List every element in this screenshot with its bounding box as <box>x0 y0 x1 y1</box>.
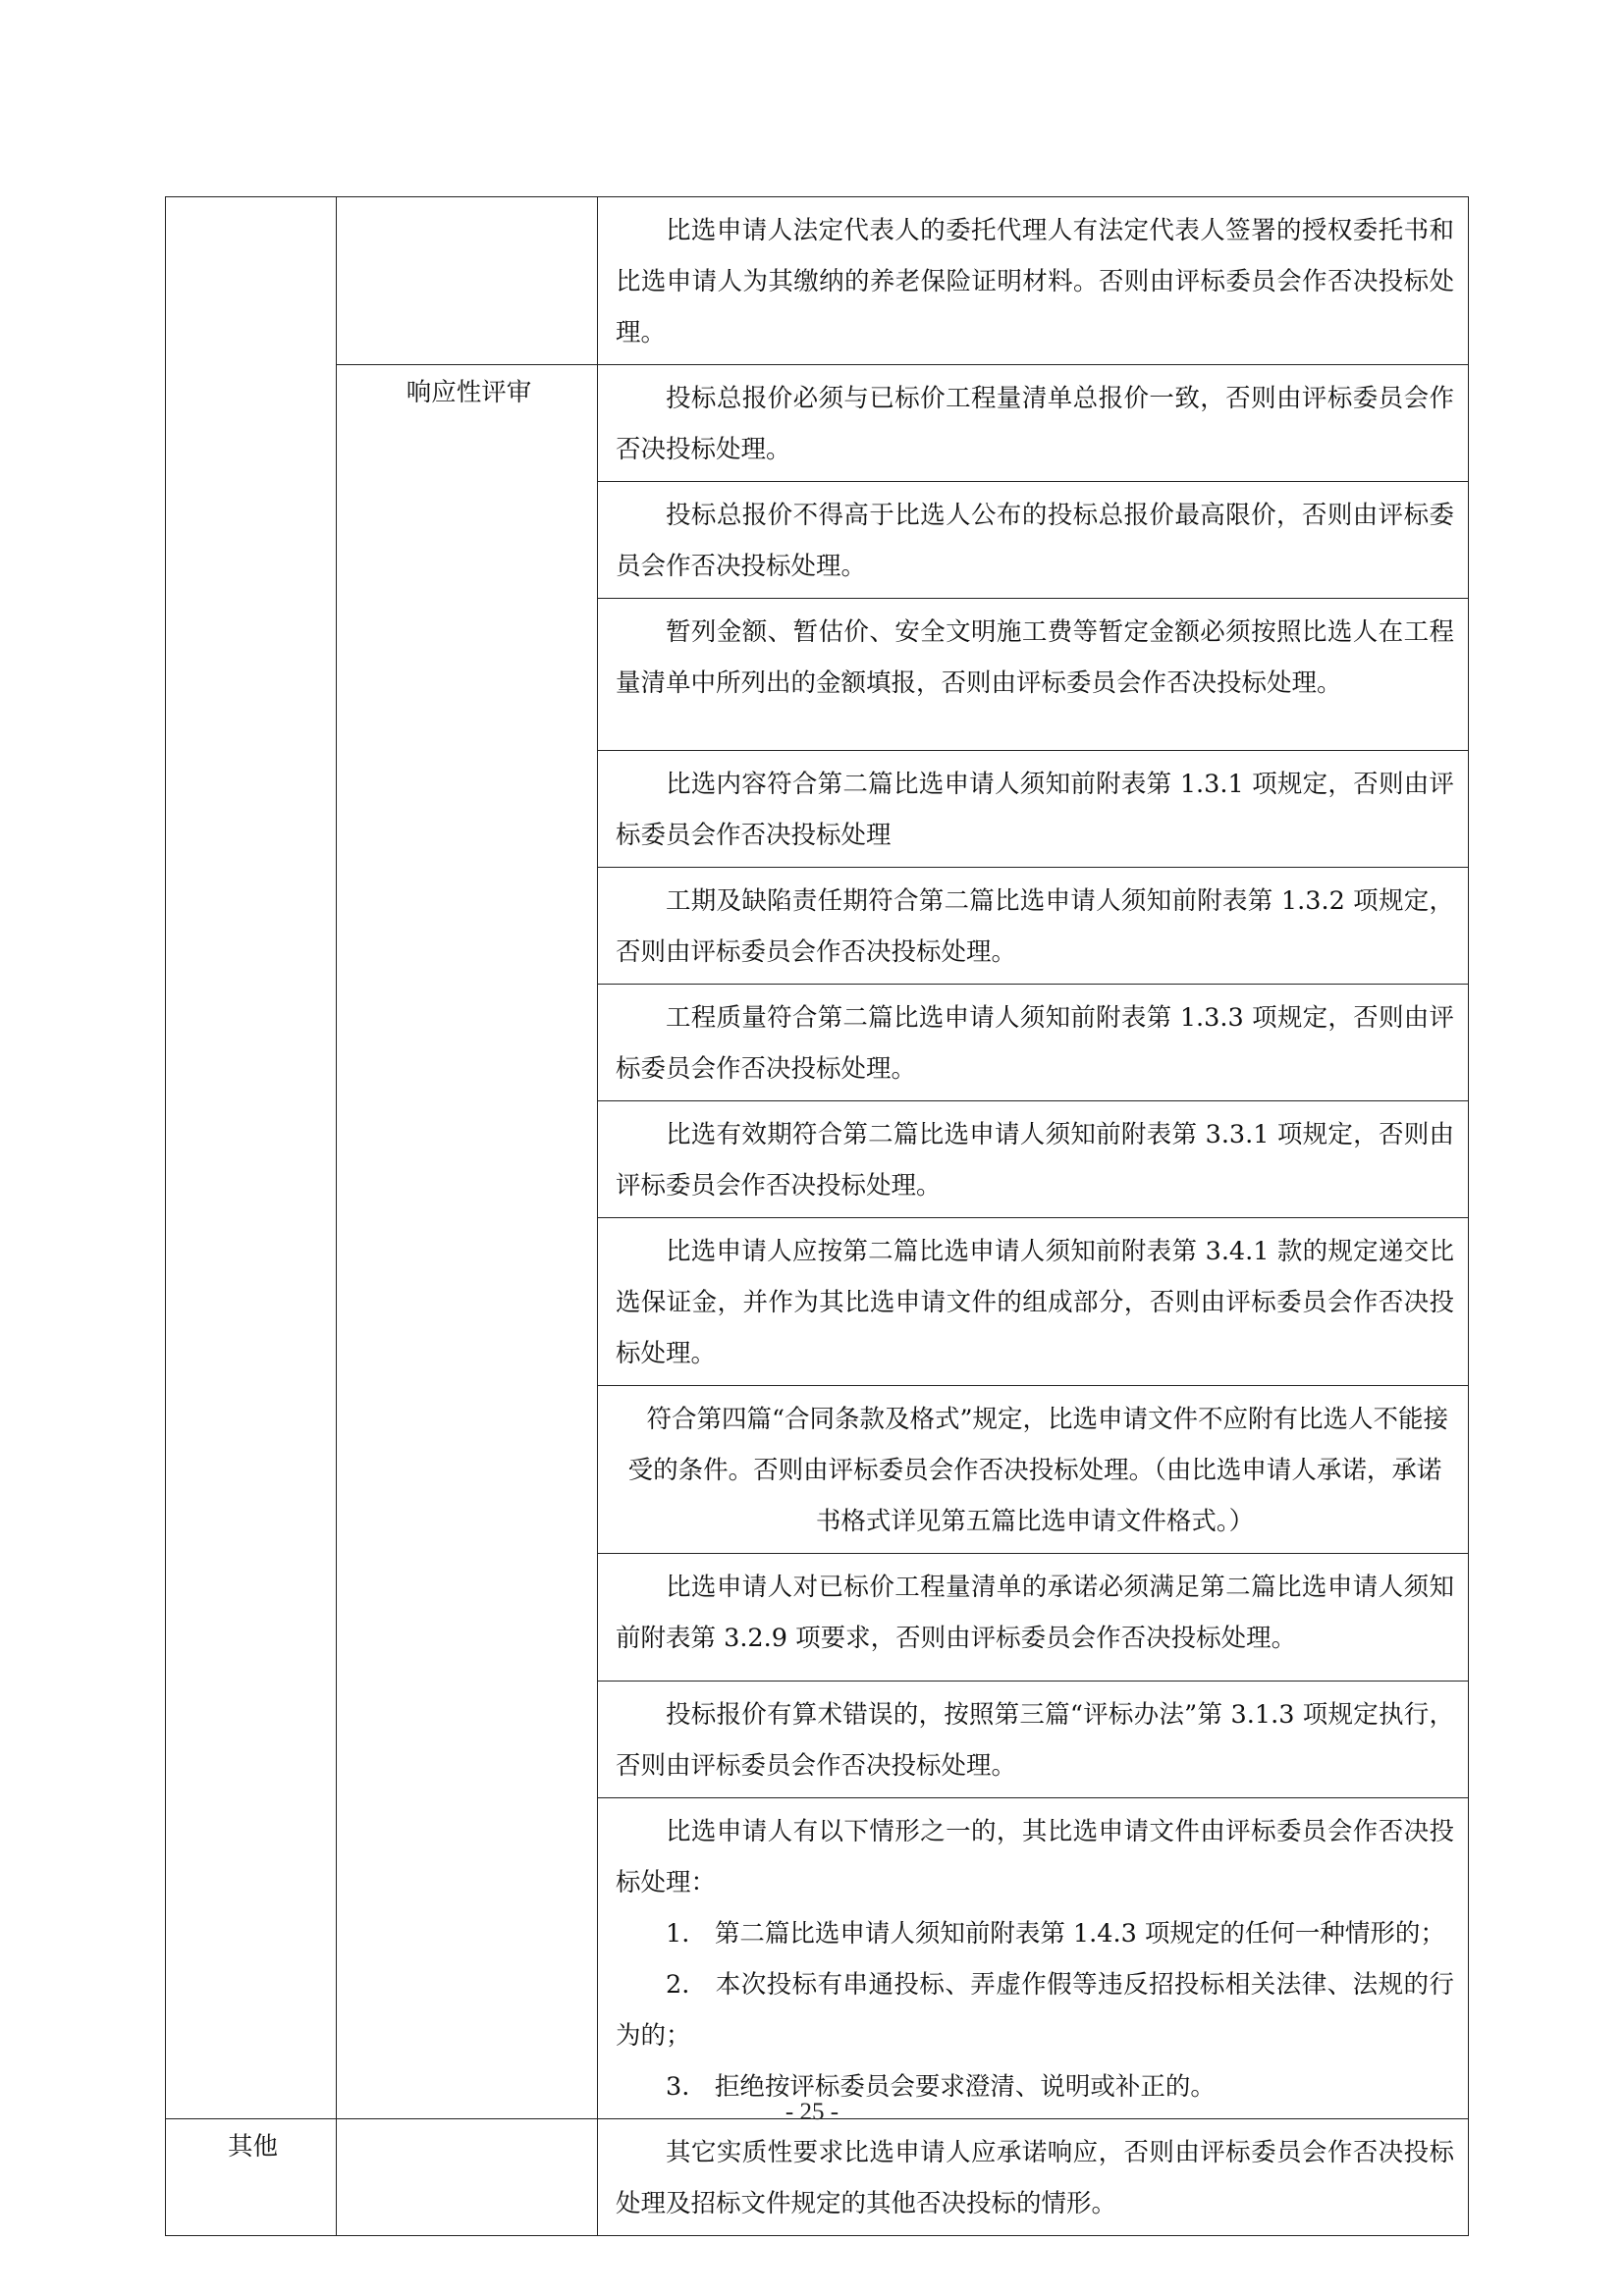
category-cell-empty <box>166 197 337 2119</box>
criterion-text: 工期及缺陷责任期符合第二篇比选申请人须知前附表第 1.3.2 项规定，否则由评标委员会作否决投标处理。 <box>616 886 1454 967</box>
criterion-list-item: 3. 拒绝按评标委员会要求澄清、说明或补正的。 <box>666 2072 1216 2102</box>
criterion-cell <box>598 599 1469 751</box>
criterion-text: 投标报价有算术错误的，按照第三篇“评标办法”第 3.1.3 项规定执行，否则由评标委员会作否决投标处理。 <box>616 1700 1454 1781</box>
criterion-text: 比选有效期符合第二篇比选申请人须知前附表第 3.3.1 项规定，否则由评标委员会作否决投标处理。 <box>616 1120 1454 1201</box>
group-label-cell <box>337 365 598 2119</box>
table-row <box>166 197 1469 365</box>
criterion-cell <box>598 1554 1469 1682</box>
criterion-text: 比选内容符合第二篇比选申请人须知前附表第 1.3.1 项规定，否则由评标委员会作否决投标处理 <box>616 770 1454 850</box>
criterion-list-item: 2. 本次投标有串通投标、弄虚作假等违反招投标相关法律、法规的行为的； <box>616 1970 1454 2051</box>
criterion-text: 比选申请人应按第二篇比选申请人须知前附表第 3.4.1 款的规定递交比选保证金，并作为其比选申请文件的组成部分，否则由评标委员会作否决投标处理。 <box>616 1237 1454 1368</box>
criteria-table <box>165 196 1469 2236</box>
criterion-text: 投标总报价不得高于比选人公布的投标总报价最高限价，否则由评标委员会作否决投标处理。 <box>616 501 1454 581</box>
criterion-cell <box>598 1798 1469 2119</box>
criterion-cell <box>598 1682 1469 1798</box>
criterion-cell <box>598 751 1469 868</box>
criterion-cell <box>598 197 1469 365</box>
page-number: - 25 - <box>785 2099 839 2125</box>
criterion-text: 暂列金额、暂估价、安全文明施工费等暂定金额必须按照比选人在工程量清单中所列出的金额填报，否则由评标委员会作否决投标处理。 <box>616 617 1454 698</box>
criterion-text: 投标总报价必须与已标价工程量清单总报价一致，否则由评标委员会作否决投标处理。 <box>616 384 1454 464</box>
subcategory-cell-empty <box>337 197 598 365</box>
criterion-cell <box>598 868 1469 985</box>
table-row <box>166 2119 1469 2236</box>
criterion-list-item: 1. 第二篇比选申请人须知前附表第 1.4.3 项规定的任何一种情形的； <box>666 1919 1445 1949</box>
criterion-cell <box>598 365 1469 482</box>
group-label: 响应性评审 <box>406 378 532 407</box>
criterion-cell <box>598 1386 1469 1554</box>
criterion-text: 工程质量符合第二篇比选申请人须知前附表第 1.3.3 项规定，否则由评标委员会作否决投标处理。 <box>616 1003 1454 1084</box>
criterion-cell <box>598 482 1469 599</box>
criterion-intro: 比选申请人有以下情形之一的，其比选申请文件由评标委员会作否决投标处理： <box>616 1817 1454 1897</box>
criterion-cell <box>598 1218 1469 1386</box>
criterion-cell <box>598 985 1469 1101</box>
other-label: 其他 <box>227 2132 278 2162</box>
criterion-cell <box>598 2119 1469 2236</box>
other-label-cell <box>166 2119 337 2236</box>
subcategory-cell-empty <box>337 2119 598 2236</box>
criterion-text: 比选申请人对已标价工程量清单的承诺必须满足第二篇比选申请人须知前附表第 3.2.9 项要求，否则由评标委员会作否决投标处理。 <box>616 1573 1454 1653</box>
criterion-text: 其它实质性要求比选申请人应承诺响应，否则由评标委员会作否决投标处理及招标文件规定的其他否决投标的情形。 <box>616 2138 1454 2218</box>
criterion-text: 符合第四篇“合同条款及格式”规定，比选申请文件不应附有比选人不能接受的条件。否则由评标委员会作否决投标处理。（由比选申请人承诺，承诺书格式详见第五篇比选申请文件格式。） <box>627 1405 1449 1536</box>
criterion-cell <box>598 1101 1469 1218</box>
table-row <box>166 365 1469 482</box>
criterion-text: 比选申请人法定代表人的委托代理人有法定代表人签署的授权委托书和比选申请人为其缴纳的养老保险证明材料。否则由评标委员会作否决投标处理。 <box>616 216 1454 347</box>
